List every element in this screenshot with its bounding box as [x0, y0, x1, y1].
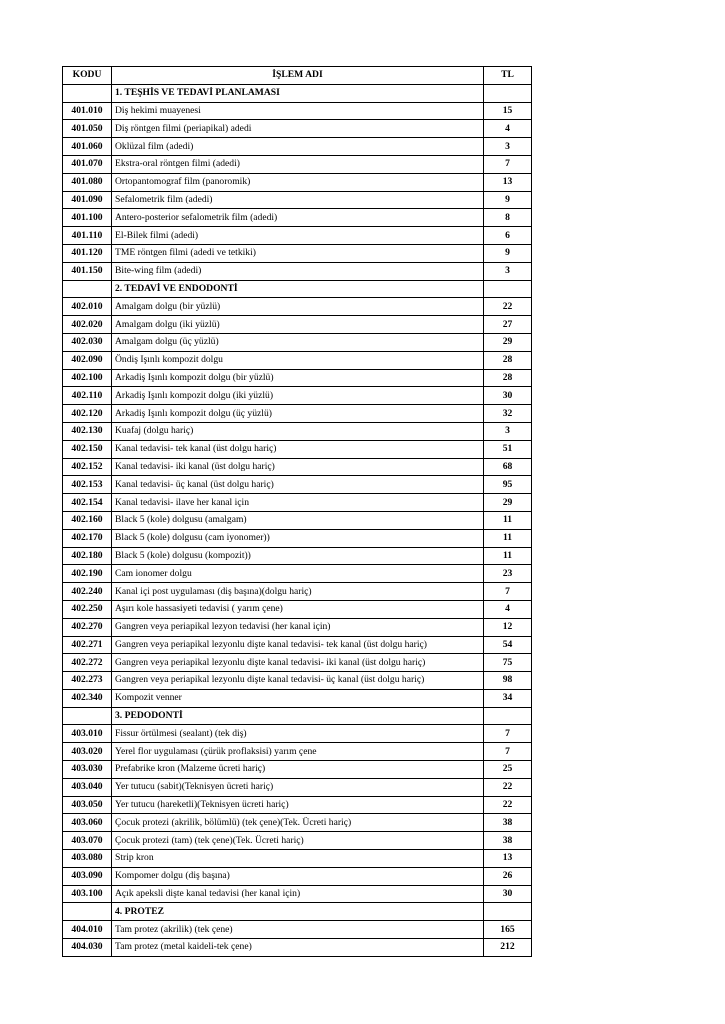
section-title: 2. TEDAVİ VE ENDODONTİ [112, 280, 484, 298]
table-row [63, 672, 532, 690]
table-row [63, 529, 532, 547]
cell-price: 7 [484, 743, 532, 761]
cell-code: 402.150 [63, 440, 112, 458]
cell-code [63, 903, 112, 921]
cell-code: 402.020 [63, 316, 112, 334]
cell-procedure: Black 5 (kole) dolgusu (amalgam) [112, 511, 484, 529]
cell-code: 403.010 [63, 725, 112, 743]
cell-procedure: Black 5 (kole) dolgusu (kompozit)) [112, 547, 484, 565]
table-row [63, 511, 532, 529]
cell-procedure: TME röntgen filmi (adedi ve tetkiki) [112, 244, 484, 262]
cell-code: 402.120 [63, 405, 112, 423]
cell-price: 22 [484, 796, 532, 814]
table-row [63, 761, 532, 779]
cell-procedure: Arkadiş Işınlı kompozit dolgu (bir yüzlü) [112, 369, 484, 387]
cell-procedure: Kompomer dolgu (diş başına) [112, 867, 484, 885]
cell-price: 11 [484, 511, 532, 529]
section-row [63, 903, 532, 921]
header-row [63, 67, 532, 85]
table-row [63, 867, 532, 885]
cell-code: 402.180 [63, 547, 112, 565]
cell-procedure: Gangren veya periapikal lezyonlu dişte kanal tedavisi- üç kanal (üst dolgu hariç) [112, 672, 484, 690]
table-row [63, 600, 532, 618]
cell-price: 54 [484, 636, 532, 654]
cell-price: 38 [484, 832, 532, 850]
cell-price: 3 [484, 138, 532, 156]
cell-price: 4 [484, 120, 532, 138]
cell-code: 401.120 [63, 244, 112, 262]
table-row [63, 796, 532, 814]
table-row [63, 654, 532, 672]
cell-procedure: Yer tutucu (hareketli)(Teknisyen ücreti hariç) [112, 796, 484, 814]
cell-code: 402.190 [63, 565, 112, 583]
cell-procedure: Amalgam dolgu (bir yüzlü) [112, 298, 484, 316]
cell-procedure: Açık apeksli dişte kanal tedavisi (her kanal için) [112, 885, 484, 903]
cell-procedure: Sefalometrik film (adedi) [112, 191, 484, 209]
cell-price: 3 [484, 422, 532, 440]
table-row [63, 885, 532, 903]
cell-code: 402.340 [63, 689, 112, 707]
cell-code: 403.050 [63, 796, 112, 814]
cell-procedure: Fissur örtülmesi (sealant) (tek diş) [112, 725, 484, 743]
cell-procedure: Amalgam dolgu (üç yüzlü) [112, 333, 484, 351]
cell-code: 403.080 [63, 850, 112, 868]
cell-procedure: Gangren veya periapikal lezyon tedavisi (her kanal için) [112, 618, 484, 636]
cell-procedure: Tam protez (akrilik) (tek çene) [112, 921, 484, 939]
table-row [63, 333, 532, 351]
cell-code: 401.110 [63, 227, 112, 245]
cell-price: 7 [484, 725, 532, 743]
cell-procedure: Yer tutucu (sabit)(Teknisyen ücreti hariç) [112, 778, 484, 796]
table-body [63, 84, 532, 956]
cell-procedure: Amalgam dolgu (iki yüzlü) [112, 316, 484, 334]
cell-code: 402.270 [63, 618, 112, 636]
price-list-sheet [62, 66, 531, 957]
cell-price: 29 [484, 333, 532, 351]
cell-procedure: Kanal tedavisi- ilave her kanal için [112, 494, 484, 512]
cell-price: 13 [484, 173, 532, 191]
cell-price: 22 [484, 298, 532, 316]
table-row [63, 689, 532, 707]
table-row [63, 583, 532, 601]
table-row [63, 227, 532, 245]
table-row [63, 138, 532, 156]
cell-price: 38 [484, 814, 532, 832]
cell-price: 75 [484, 654, 532, 672]
cell-code: 402.090 [63, 351, 112, 369]
cell-code: 402.110 [63, 387, 112, 405]
table-row [63, 850, 532, 868]
cell-code [63, 280, 112, 298]
cell-procedure: Aşırı kole hassasiyeti tedavisi ( yarım çene) [112, 600, 484, 618]
price-table [62, 66, 532, 957]
cell-code: 403.020 [63, 743, 112, 761]
cell-code: 402.240 [63, 583, 112, 601]
cell-procedure: Kanal içi post uygulaması (diş başına)(dolgu hariç) [112, 583, 484, 601]
cell-procedure: Arkadiş Işınlı kompozit dolgu (üç yüzlü) [112, 405, 484, 423]
cell-code: 401.070 [63, 155, 112, 173]
section-title: 4. PROTEZ [112, 903, 484, 921]
table-row [63, 476, 532, 494]
cell-price: 7 [484, 583, 532, 601]
cell-price [484, 707, 532, 725]
cell-price: 6 [484, 227, 532, 245]
table-row [63, 921, 532, 939]
section-title: 3. PEDODONTİ [112, 707, 484, 725]
table-row [63, 494, 532, 512]
cell-price: 3 [484, 262, 532, 280]
table-row [63, 565, 532, 583]
cell-price: 30 [484, 885, 532, 903]
cell-code: 402.250 [63, 600, 112, 618]
cell-code [63, 707, 112, 725]
cell-code: 402.152 [63, 458, 112, 476]
cell-procedure: Diş hekimi muayenesi [112, 102, 484, 120]
cell-price: 8 [484, 209, 532, 227]
section-row [63, 280, 532, 298]
cell-procedure: Arkadiş Işınlı kompozit dolgu (iki yüzlü) [112, 387, 484, 405]
table-row [63, 458, 532, 476]
cell-procedure: Bite-wing film (adedi) [112, 262, 484, 280]
table-row [63, 725, 532, 743]
cell-price: 212 [484, 939, 532, 957]
table-row [63, 939, 532, 957]
table-row [63, 244, 532, 262]
cell-price: 9 [484, 191, 532, 209]
table-row [63, 440, 532, 458]
cell-code: 402.273 [63, 672, 112, 690]
cell-price: 68 [484, 458, 532, 476]
cell-procedure: Gangren veya periapikal lezyonlu dişte kanal tedavisi- tek kanal (üst dolgu hariç) [112, 636, 484, 654]
cell-procedure: Yerel flor uygulaması (çürük proflaksisi) yarım çene [112, 743, 484, 761]
table-row [63, 422, 532, 440]
table-row [63, 547, 532, 565]
cell-code: 402.153 [63, 476, 112, 494]
cell-code: 401.150 [63, 262, 112, 280]
cell-procedure: Ekstra-oral röntgen filmi (adedi) [112, 155, 484, 173]
cell-code: 402.030 [63, 333, 112, 351]
cell-price: 34 [484, 689, 532, 707]
cell-code: 401.100 [63, 209, 112, 227]
table-row [63, 191, 532, 209]
cell-price [484, 280, 532, 298]
table-row [63, 155, 532, 173]
table-row [63, 618, 532, 636]
cell-code: 402.100 [63, 369, 112, 387]
table-row [63, 814, 532, 832]
cell-price: 12 [484, 618, 532, 636]
section-row [63, 707, 532, 725]
cell-price [484, 84, 532, 102]
cell-procedure: Kanal tedavisi- tek kanal (üst dolgu hariç) [112, 440, 484, 458]
cell-code: 404.030 [63, 939, 112, 957]
cell-code: 402.130 [63, 422, 112, 440]
cell-price: 25 [484, 761, 532, 779]
cell-procedure: Kompozit venner [112, 689, 484, 707]
table-row [63, 636, 532, 654]
cell-procedure: Prefabrike kron (Malzeme ücreti hariç) [112, 761, 484, 779]
cell-price: 9 [484, 244, 532, 262]
cell-code: 402.170 [63, 529, 112, 547]
cell-procedure: Çocuk protezi (tam) (tek çene)(Tek. Ücreti hariç) [112, 832, 484, 850]
cell-price: 4 [484, 600, 532, 618]
cell-procedure: Kuafaj (dolgu hariç) [112, 422, 484, 440]
cell-code: 401.060 [63, 138, 112, 156]
table-row [63, 405, 532, 423]
cell-code: 402.010 [63, 298, 112, 316]
cell-procedure: Cam ionomer dolgu [112, 565, 484, 583]
cell-procedure: Tam protez (metal kaideli-tek çene) [112, 939, 484, 957]
cell-procedure: Ortopantomograf film (panoromik) [112, 173, 484, 191]
table-row [63, 778, 532, 796]
table-row [63, 209, 532, 227]
cell-price: 28 [484, 351, 532, 369]
cell-code: 403.100 [63, 885, 112, 903]
cell-procedure: Çocuk protezi (akrilik, bölümlü) (tek çene)(Tek. Ücreti hariç) [112, 814, 484, 832]
cell-price: 95 [484, 476, 532, 494]
cell-price: 98 [484, 672, 532, 690]
table-row [63, 102, 532, 120]
cell-code: 403.070 [63, 832, 112, 850]
section-row [63, 84, 532, 102]
cell-code: 403.090 [63, 867, 112, 885]
cell-procedure: Strip kron [112, 850, 484, 868]
cell-price [484, 903, 532, 921]
cell-procedure: Diş röntgen filmi (periapikal) adedi [112, 120, 484, 138]
cell-price: 11 [484, 529, 532, 547]
cell-procedure: Kanal tedavisi- üç kanal (üst dolgu hariç) [112, 476, 484, 494]
table-row [63, 351, 532, 369]
cell-procedure: Öndiş Işınlı kompozit dolgu [112, 351, 484, 369]
cell-code: 403.040 [63, 778, 112, 796]
table-row [63, 120, 532, 138]
table-row [63, 743, 532, 761]
cell-code: 401.090 [63, 191, 112, 209]
table-row [63, 173, 532, 191]
cell-price: 51 [484, 440, 532, 458]
cell-price: 29 [484, 494, 532, 512]
cell-procedure: Oklüzal film (adedi) [112, 138, 484, 156]
cell-price: 30 [484, 387, 532, 405]
cell-procedure: Antero-posterior sefalometrik film (adedi) [112, 209, 484, 227]
table-row [63, 369, 532, 387]
cell-code [63, 84, 112, 102]
table-row [63, 832, 532, 850]
section-title: 1. TEŞHİS VE TEDAVİ PLANLAMASI [112, 84, 484, 102]
cell-price: 15 [484, 102, 532, 120]
cell-price: 165 [484, 921, 532, 939]
cell-price: 7 [484, 155, 532, 173]
cell-price: 27 [484, 316, 532, 334]
cell-procedure: Gangren veya periapikal lezyonlu dişte kanal tedavisi- iki kanal (üst dolgu hariç) [112, 654, 484, 672]
header-islem-adi: İŞLEM ADI [112, 67, 484, 85]
cell-price: 23 [484, 565, 532, 583]
table-row [63, 316, 532, 334]
cell-price: 22 [484, 778, 532, 796]
cell-code: 402.154 [63, 494, 112, 512]
cell-code: 404.010 [63, 921, 112, 939]
table-row [63, 298, 532, 316]
cell-price: 28 [484, 369, 532, 387]
cell-procedure: Kanal tedavisi- iki kanal (üst dolgu hariç) [112, 458, 484, 476]
cell-code: 402.271 [63, 636, 112, 654]
cell-code: 403.030 [63, 761, 112, 779]
cell-code: 401.010 [63, 102, 112, 120]
cell-price: 13 [484, 850, 532, 868]
cell-price: 26 [484, 867, 532, 885]
header-kodu: KODU [63, 67, 112, 85]
table-row [63, 387, 532, 405]
cell-procedure: El-Bilek filmi (adedi) [112, 227, 484, 245]
cell-procedure: Black 5 (kole) dolgusu (cam iyonomer)) [112, 529, 484, 547]
cell-price: 11 [484, 547, 532, 565]
table-row [63, 262, 532, 280]
cell-code: 402.272 [63, 654, 112, 672]
cell-code: 401.050 [63, 120, 112, 138]
header-tl: TL [484, 67, 532, 85]
cell-price: 32 [484, 405, 532, 423]
cell-code: 403.060 [63, 814, 112, 832]
cell-code: 402.160 [63, 511, 112, 529]
cell-code: 401.080 [63, 173, 112, 191]
